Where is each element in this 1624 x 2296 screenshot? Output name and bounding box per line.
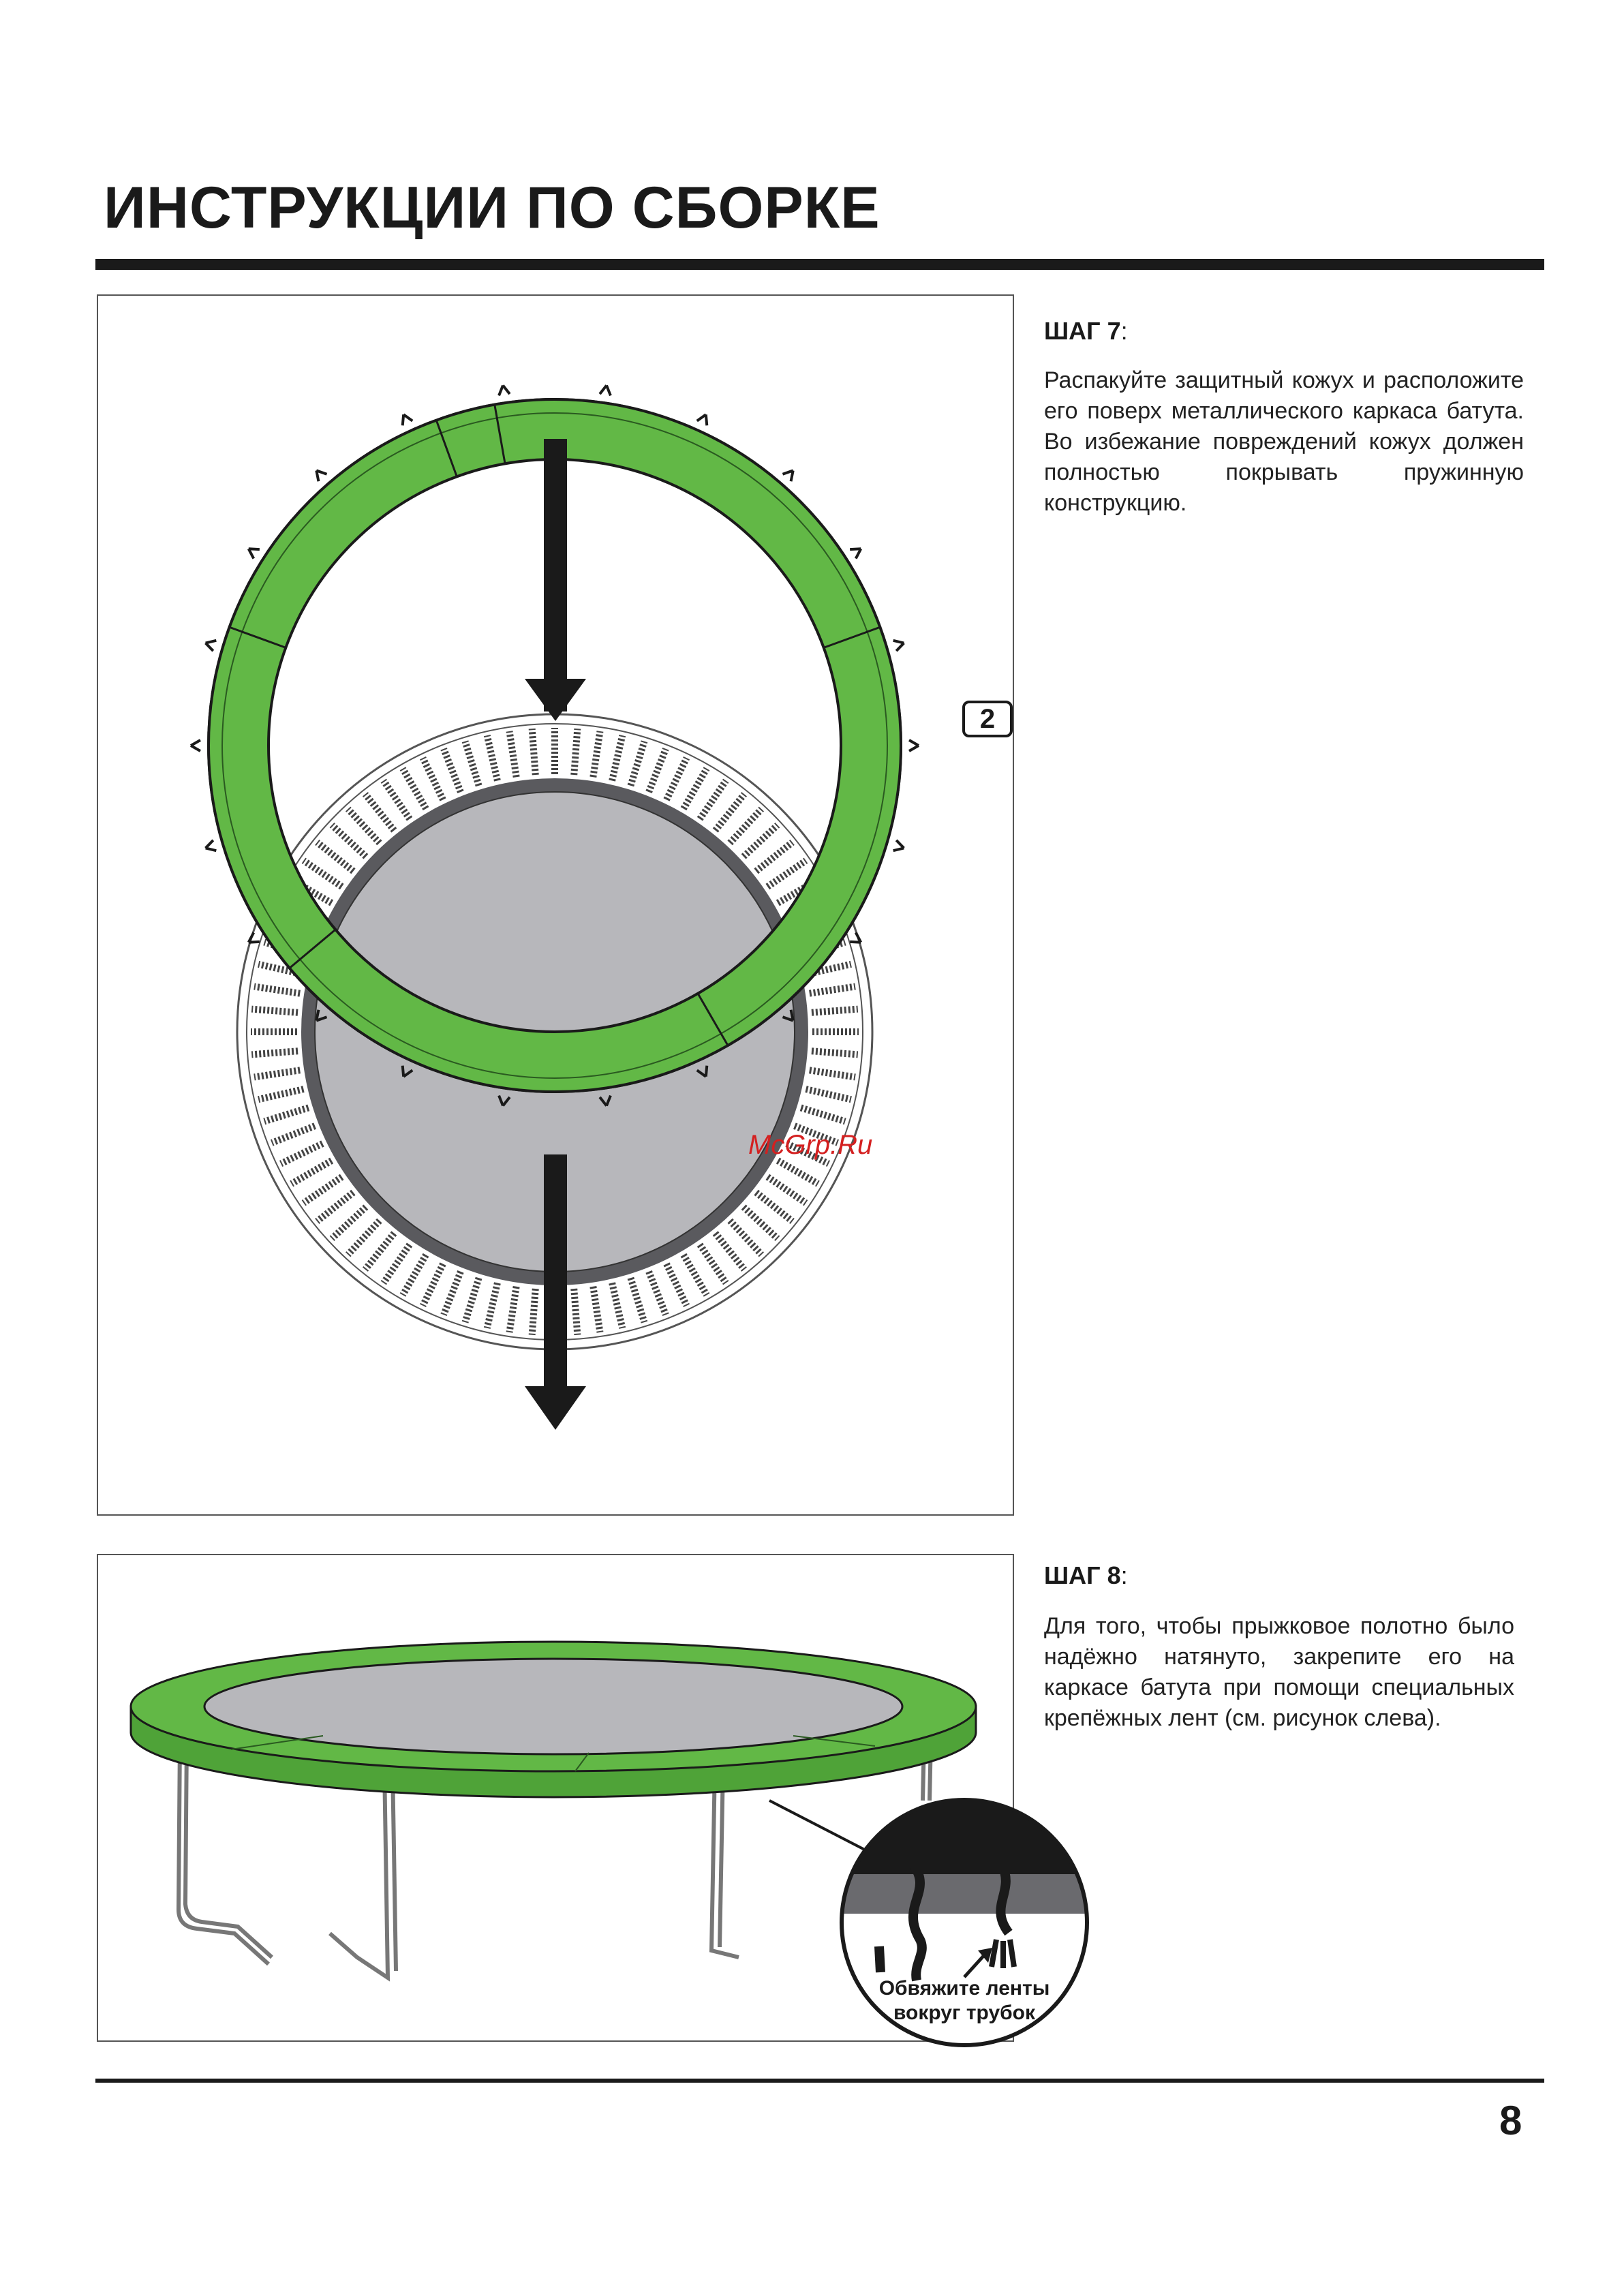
page-number: 8 (1499, 2098, 1522, 2143)
title-rule (95, 259, 1544, 270)
part-number-badge: 2 (962, 701, 1013, 737)
step7-illustration (97, 294, 1014, 1516)
pad-tie (909, 740, 919, 751)
step8-label-colon: : (1120, 1561, 1128, 1589)
step8-label-text: ШАГ 8 (1044, 1561, 1121, 1589)
pad-tie (697, 414, 707, 425)
arrow-down-upper (525, 439, 586, 721)
watermark: McGrp.Ru (748, 1130, 873, 1160)
pad-tie (249, 549, 260, 558)
step8-label (1044, 1563, 1128, 1588)
step7-text: Распакуйте защитный кожух и расположите его поверх металлического каркаса батута. Во избежание повреждений кожух должен полностью покрывать пружинную конструкцию. (1044, 367, 1524, 516)
pad-tie (782, 470, 793, 481)
pad-tie (893, 641, 904, 651)
strap-detail-caption (838, 1976, 1090, 2025)
step7-label (1044, 319, 1128, 343)
step7-label-text: ШАГ 7 (1044, 317, 1121, 345)
strap-detail-caption-line1: Обвяжите ленты (878, 1977, 1050, 2000)
pad-tie (191, 740, 200, 751)
step8-text: Для того, чтобы прыжковое полотно было надёжно натянуто, закрепите его на каркасе батута при помощи специальных крепёжных лент (см. рисунок слева). (1044, 1613, 1514, 1731)
pad-tie (499, 385, 510, 395)
pad-tie (206, 840, 217, 851)
strap-detail-caption-line2: вокруг трубок (893, 2002, 1035, 2024)
pad-side (131, 1642, 976, 1797)
pad-tie (316, 470, 326, 481)
step7-label-colon: : (1120, 317, 1128, 345)
pad-tie (600, 385, 611, 395)
pad-tie (206, 641, 217, 651)
page-title: ИНСТРУКЦИИ ПО СБОРКЕ (104, 175, 880, 241)
bottom-rule (95, 2079, 1544, 2083)
pad-tie (403, 414, 413, 425)
step7-diagram (98, 296, 1015, 1517)
pad-tie (850, 549, 861, 558)
pad-tie (893, 840, 904, 851)
